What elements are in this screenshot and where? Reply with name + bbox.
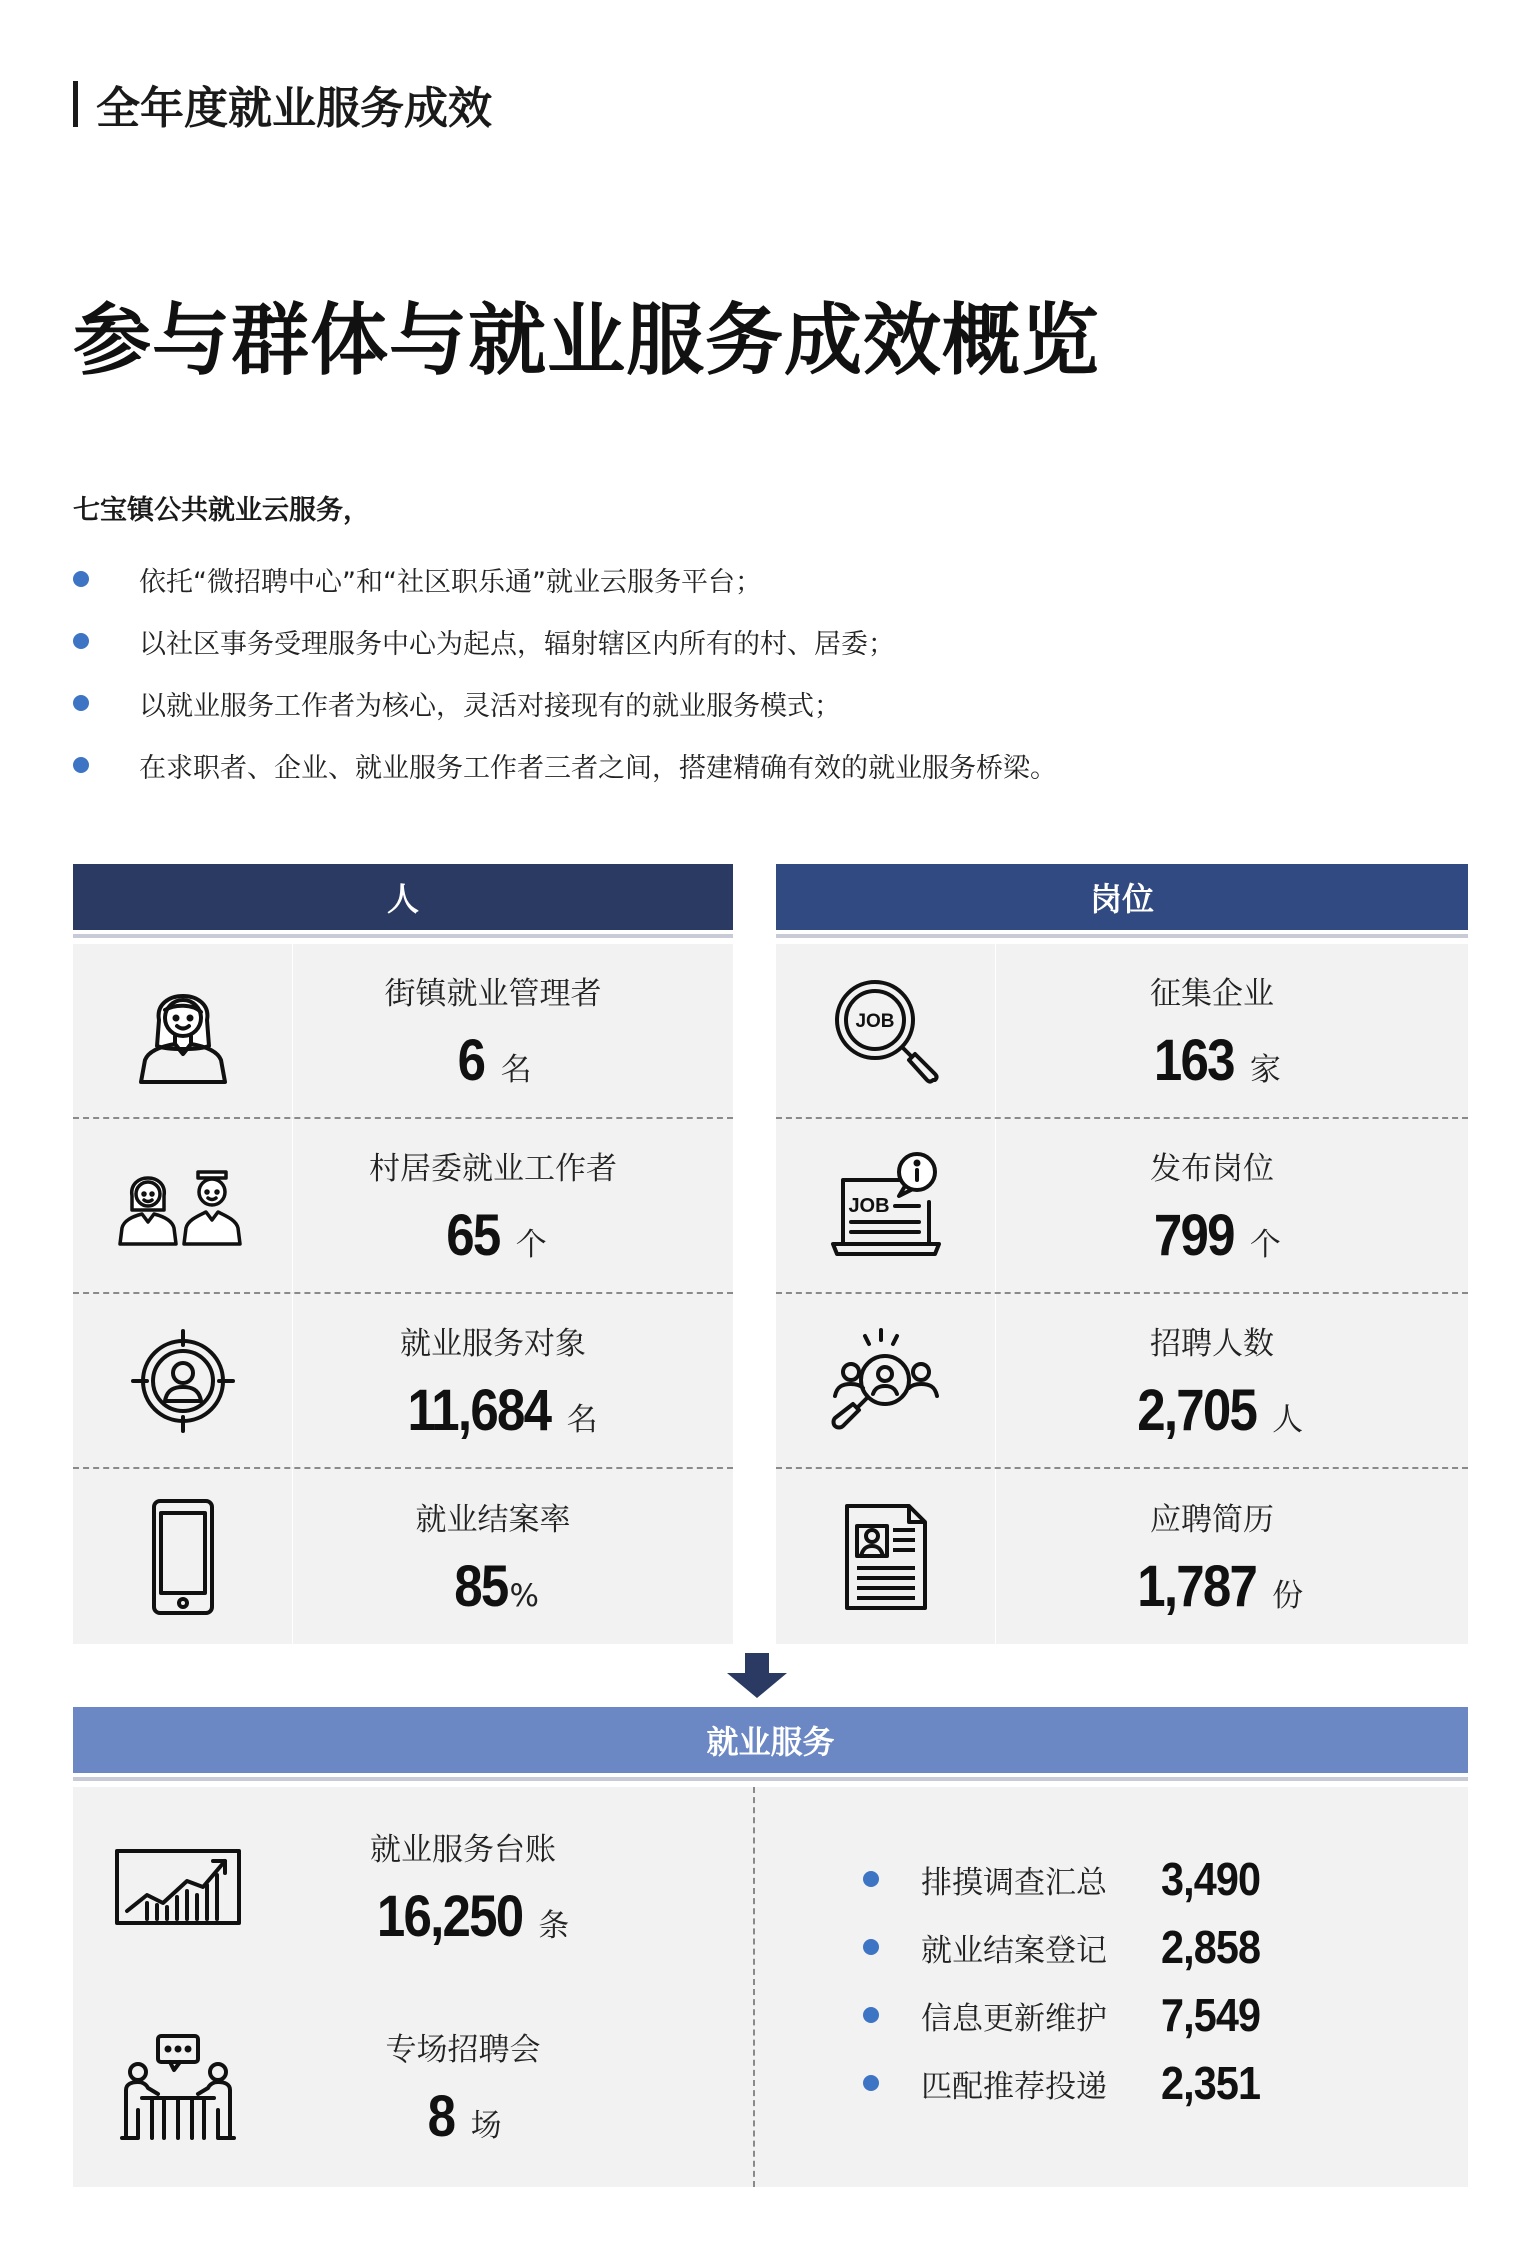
page-title: 参与群体与就业服务成效概览 — [73, 296, 1101, 386]
stat-unit: % — [509, 1577, 539, 1614]
stat-row — [73, 1119, 733, 1294]
service-right-column — [755, 1787, 1468, 2187]
service-stat-list — [863, 1845, 1468, 2117]
intro-list — [73, 548, 1057, 796]
people-panel-header: 人 — [73, 864, 733, 934]
meeting-icon — [73, 2032, 283, 2142]
stat-row — [73, 944, 733, 1119]
list-item — [863, 1913, 1468, 1981]
stat-label: 街镇就业管理者 — [384, 975, 602, 1012]
service-stat — [73, 1987, 753, 2187]
stat-value: 65 — [446, 1202, 500, 1268]
stat-unit: 名 — [500, 1051, 532, 1088]
stat-value: 2,858 — [1161, 1921, 1261, 1973]
positions-rows — [776, 944, 1468, 1644]
stat-label: 征集企业 — [1150, 975, 1274, 1012]
stat-value: 163 — [1154, 1027, 1234, 1093]
service-left-column — [73, 1787, 755, 2187]
service-body — [73, 1787, 1468, 2187]
svg-text:JOB: JOB — [854, 1010, 895, 1032]
woman-manager-icon — [73, 944, 293, 1117]
recruit-search-icon — [776, 1294, 996, 1467]
bullet-icon — [73, 695, 89, 711]
stat-unit: 份 — [1272, 1577, 1304, 1614]
stat-label: 村居委就业工作者 — [369, 1150, 617, 1187]
bullet-icon — [863, 2007, 879, 2023]
stat-value: 1,787 — [1137, 1553, 1257, 1619]
resume-icon — [776, 1469, 996, 1644]
stat-value: 799 — [1154, 1202, 1234, 1268]
job-search-icon — [776, 944, 996, 1117]
stat-label: 排摸调查汇总 — [921, 1864, 1107, 1901]
stat-value: 3,490 — [1161, 1853, 1261, 1905]
bullet-icon — [863, 2075, 879, 2091]
bullet-icon — [73, 633, 89, 649]
people-panel — [73, 864, 733, 1644]
service-panel-header: 就业服务 — [73, 1707, 1468, 1777]
bullet-icon — [863, 1939, 879, 1955]
stat-label: 专场招聘会 — [385, 2032, 541, 2068]
stat-label: 就业服务台账 — [370, 1832, 556, 1868]
stat-unit: 名 — [566, 1401, 598, 1438]
intro-item-text: 以社区事务受理服务中心为起点，辐射辖区内所有的村、居委； — [139, 628, 895, 660]
bullet-icon — [73, 757, 89, 773]
title-bar-divider — [73, 81, 78, 127]
stat-label: 就业结案率 — [415, 1501, 571, 1538]
smartphone-icon — [73, 1469, 293, 1644]
bullet-icon — [863, 1871, 879, 1887]
service-stat — [73, 1787, 753, 1987]
stat-row — [73, 1294, 733, 1469]
intro-item — [73, 672, 1057, 734]
stat-value: 16,250 — [376, 1884, 523, 1949]
list-item — [863, 1981, 1468, 2049]
stat-unit: 个 — [515, 1226, 547, 1263]
stat-row — [776, 1294, 1468, 1469]
stat-label: 信息更新维护 — [921, 2000, 1107, 2037]
stat-value: 6 — [457, 1027, 485, 1093]
stat-label: 发布岗位 — [1150, 1150, 1274, 1187]
stat-row — [776, 944, 1468, 1119]
stat-value: 11,684 — [407, 1377, 551, 1443]
growth-chart-icon — [73, 1847, 283, 1927]
stat-label: 匹配推荐投递 — [921, 2068, 1107, 2105]
intro-item — [73, 610, 1057, 672]
two-workers-icon — [73, 1119, 293, 1292]
list-item — [863, 2049, 1468, 2117]
intro-item — [73, 734, 1057, 796]
intro-item-text: 依托“微招聘中心”和“社区职乐通”就业云服务平台； — [139, 566, 762, 598]
positions-panel — [776, 864, 1468, 1644]
target-person-icon — [73, 1294, 293, 1467]
intro-item-text: 以就业服务工作者为核心，灵活对接现有的就业服务模式； — [139, 690, 841, 722]
stat-value: 2,351 — [1161, 2057, 1261, 2109]
stat-unit: 场 — [470, 2108, 502, 2144]
people-rows — [73, 944, 733, 1644]
bullet-icon — [73, 571, 89, 587]
stat-unit: 个 — [1249, 1226, 1281, 1263]
stat-label: 就业服务对象 — [400, 1325, 586, 1362]
stat-row — [776, 1119, 1468, 1294]
job-laptop-icon — [776, 1119, 996, 1292]
intro-heading: 七宝镇公共就业云服务， — [73, 495, 370, 526]
stat-label: 招聘人数 — [1150, 1325, 1274, 1362]
stat-label: 应聘简历 — [1150, 1501, 1274, 1538]
stat-value: 85 — [454, 1553, 508, 1619]
stat-row — [776, 1469, 1468, 1644]
list-item — [863, 1845, 1468, 1913]
stat-unit: 人 — [1272, 1401, 1304, 1438]
intro-item — [73, 548, 1057, 610]
stat-value: 7,549 — [1161, 1989, 1261, 2041]
svg-text:JOB: JOB — [847, 1194, 890, 1217]
stat-value: 2,705 — [1137, 1377, 1257, 1443]
arrow-down-icon — [727, 1653, 787, 1698]
service-panel — [73, 1707, 1468, 2187]
intro-item-text: 在求职者、企业、就业服务工作者三者之间，搭建精确有效的就业服务桥梁。 — [139, 752, 1057, 784]
stat-label: 就业结案登记 — [921, 1932, 1107, 1969]
stat-unit: 家 — [1249, 1051, 1281, 1088]
stat-value: 8 — [427, 2084, 455, 2149]
stat-row — [73, 1469, 733, 1644]
section-title — [73, 72, 492, 136]
section-title-text: 全年度就业服务成效 — [96, 83, 492, 134]
stat-unit: 条 — [538, 1908, 570, 1944]
positions-panel-header: 岗位 — [776, 864, 1468, 934]
